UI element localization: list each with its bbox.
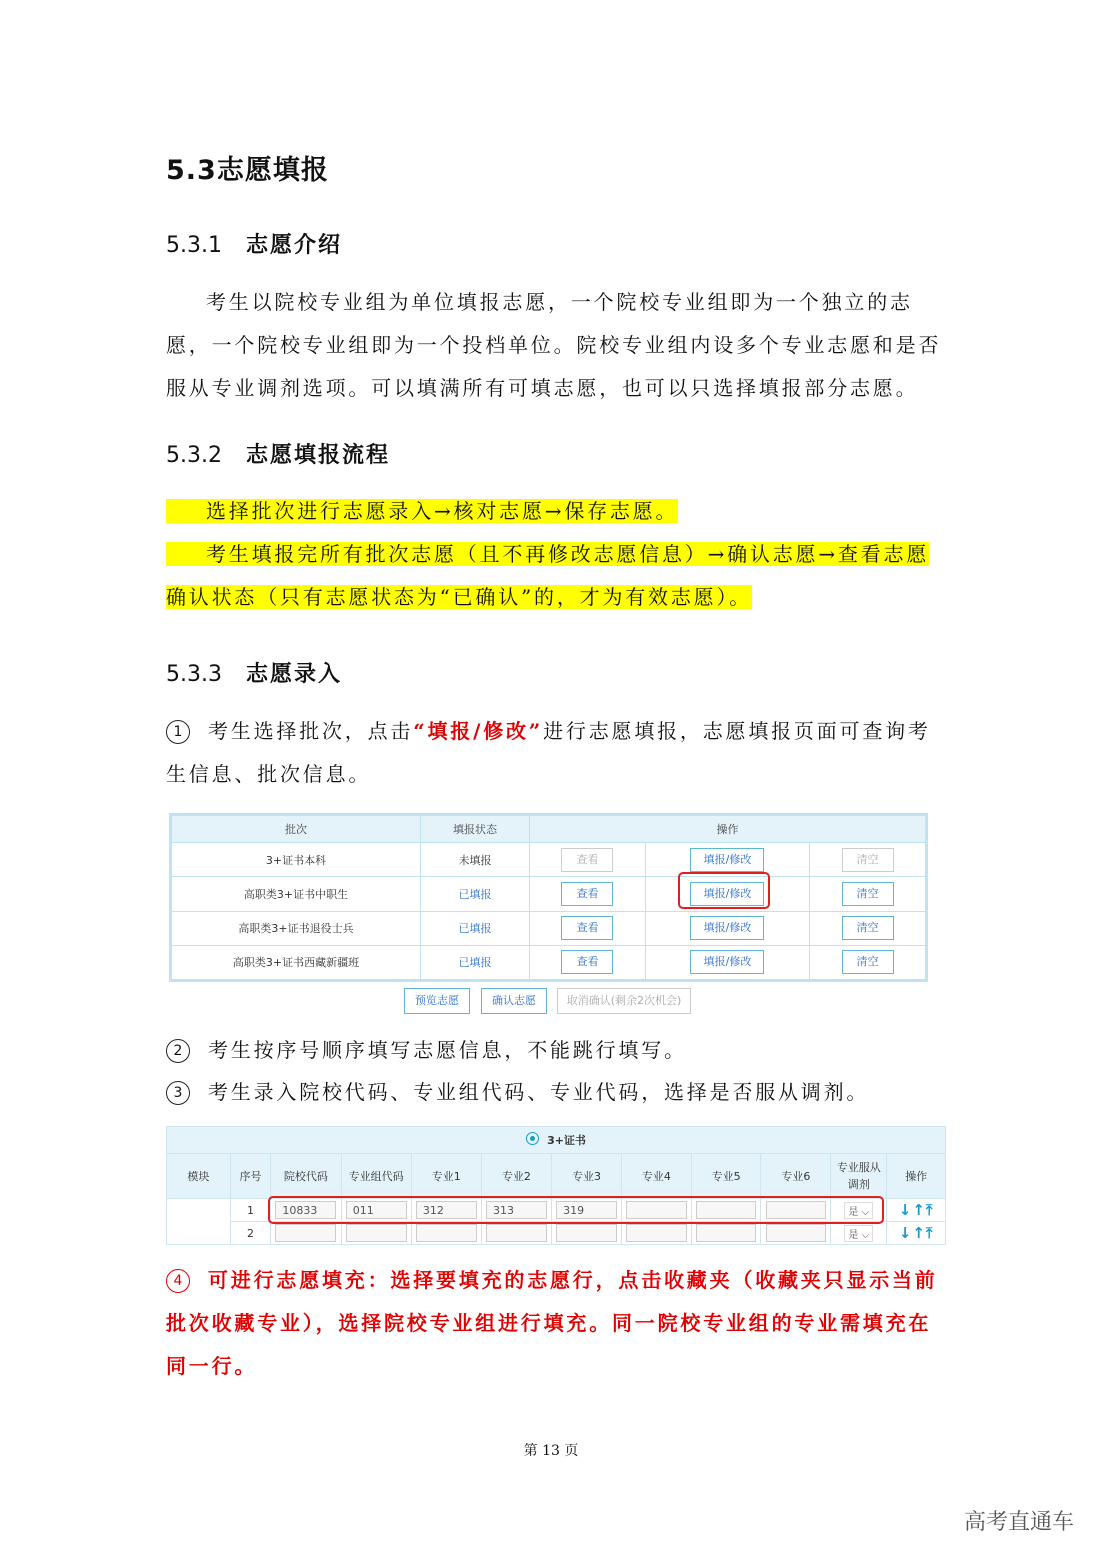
step-number-badge: 3 xyxy=(166,1081,190,1105)
batch-table-frame xyxy=(169,813,928,982)
intro-text: 考生以院校专业组为单位填报志愿，一个院校专业组即为一个独立的志愿，一个院校专业组即为一个投档单位。院校专业组内设多个专业志愿和是否服从专业调剂选项。可以填满所有可填志愿，也可以只选择填报部分志愿。 xyxy=(166,290,942,400)
step-number-badge: 2 xyxy=(166,1039,190,1063)
batch-table-screenshot xyxy=(166,803,928,1018)
flow-paragraph-2 xyxy=(166,533,946,619)
col-header-status: 填报状态 xyxy=(421,816,530,843)
table-row xyxy=(172,911,926,945)
section-5-3-2-heading xyxy=(166,438,390,469)
flow-line-1: 选择批次进行志愿录入→核对志愿→保存志愿。 xyxy=(206,499,679,523)
major1-input[interactable]: 312 xyxy=(416,1201,477,1219)
section-number: 5.3.2 xyxy=(166,443,222,468)
major6-input[interactable] xyxy=(766,1224,826,1242)
col-header: 专业1 xyxy=(411,1154,481,1199)
entry-table-screenshot xyxy=(166,1126,946,1246)
school-code-input[interactable] xyxy=(275,1224,336,1242)
cancel-confirm-button[interactable]: 取消确认(剩余2次机会) xyxy=(557,988,691,1014)
highlight-box-row xyxy=(268,1196,884,1224)
batch-name: 高职类3+证书中职生 xyxy=(172,877,421,911)
col-header: 专业6 xyxy=(761,1154,831,1199)
major1-input[interactable] xyxy=(416,1224,477,1242)
col-header: 序号 xyxy=(230,1154,270,1199)
col-header-ops: 操作 xyxy=(530,816,926,843)
step-2-text: 考生按序号顺序填写志愿信息，不能跳行填写。 xyxy=(208,1038,687,1062)
step-1-text: 考生选择批次，点击 xyxy=(208,719,414,743)
step-number-badge: 4 xyxy=(166,1269,190,1293)
major2-input[interactable]: 313 xyxy=(486,1201,547,1219)
edit-button[interactable]: 填报/修改 xyxy=(690,882,764,906)
major3-input[interactable]: 319 xyxy=(556,1201,617,1219)
section-5-3-3-heading xyxy=(166,657,342,688)
confirm-button[interactable]: 确认志愿 xyxy=(481,988,547,1014)
adjust-value: 是 xyxy=(848,1206,859,1218)
col-header: 专业4 xyxy=(622,1154,692,1199)
section-title: 志愿录入 xyxy=(246,662,343,687)
section-number: 5.3.1 xyxy=(166,233,222,258)
col-header-batch: 批次 xyxy=(172,816,421,843)
col-header: 专业3 xyxy=(551,1154,621,1199)
view-button[interactable]: 查看 xyxy=(561,848,613,872)
col-header: 专业5 xyxy=(691,1154,761,1199)
col-header: 模块 xyxy=(167,1154,231,1199)
table-row xyxy=(172,843,926,877)
step-1-text-post: 进行志愿填报，志愿填报页面可查询考生信息、批次信息。 xyxy=(166,719,931,786)
batch-status: 已填报 xyxy=(421,877,530,911)
step-4 xyxy=(166,1259,946,1388)
radio-selected-icon[interactable] xyxy=(526,1132,539,1145)
edit-button[interactable]: 填报/修改 xyxy=(690,848,764,872)
batch-table xyxy=(171,815,926,980)
view-button[interactable]: 查看 xyxy=(561,916,613,940)
col-header: 专业服从调剂 xyxy=(831,1154,887,1199)
batch-status: 已填报 xyxy=(421,945,530,979)
clear-button[interactable]: 清空 xyxy=(842,916,894,940)
section-5-3-1-heading xyxy=(166,228,342,259)
section-title: 志愿填报流程 xyxy=(246,443,391,468)
flow-paragraph-1 xyxy=(166,490,946,533)
preview-button[interactable]: 预览志愿 xyxy=(404,988,470,1014)
chevron-down-icon: ⌵ xyxy=(858,1229,870,1241)
clear-button[interactable]: 清空 xyxy=(842,848,894,872)
edit-button[interactable]: 填报/修改 xyxy=(690,950,764,974)
module-title-cell xyxy=(167,1127,946,1154)
step-3-text: 考生录入院校代码、专业组代码、专业代码，选择是否服从调剂。 xyxy=(208,1080,870,1104)
step-4-text: 可进行志愿填充：选择要填充的志愿行，点击收藏夹（收藏夹只显示当前批次收藏专业），选择院校专业组进行填充。同一院校专业组的专业需填充在同一行。 xyxy=(166,1268,938,1378)
step-1-highlight: “填报/修改” xyxy=(413,719,544,743)
highlight-box-edit xyxy=(678,872,770,909)
table-row xyxy=(167,1222,946,1245)
page-footer: 第 13 页 xyxy=(523,1443,579,1459)
module-cell xyxy=(167,1199,231,1245)
step-3 xyxy=(166,1071,946,1114)
major4-input[interactable] xyxy=(626,1224,686,1242)
step-number-badge: 1 xyxy=(166,720,190,744)
table-row xyxy=(172,877,926,911)
major3-input[interactable] xyxy=(556,1224,617,1242)
view-button[interactable]: 查看 xyxy=(561,882,613,906)
major5-input[interactable] xyxy=(696,1224,756,1242)
section-number: 5.3.3 xyxy=(166,662,222,687)
col-header: 专业2 xyxy=(481,1154,551,1199)
batch-status: 已填报 xyxy=(421,911,530,945)
clear-button[interactable]: 清空 xyxy=(842,950,894,974)
view-button[interactable]: 查看 xyxy=(561,950,613,974)
move-ops-icons[interactable]: ↓↑⤒ xyxy=(898,1224,934,1242)
step-1 xyxy=(166,710,946,796)
group-code-input[interactable] xyxy=(346,1224,407,1242)
col-header: 院校代码 xyxy=(271,1154,341,1199)
row-seq: 2 xyxy=(230,1222,270,1245)
adjust-select[interactable] xyxy=(844,1225,873,1242)
main-heading: 5.3志愿填报 xyxy=(166,155,329,186)
col-header: 专业组代码 xyxy=(341,1154,411,1199)
batch-name: 3+证书本科 xyxy=(172,843,421,877)
group-code-input[interactable]: 011 xyxy=(346,1201,407,1219)
row-seq: 1 xyxy=(230,1199,270,1222)
table-row xyxy=(172,945,926,979)
batch-name: 高职类3+证书退役士兵 xyxy=(172,911,421,945)
step-2 xyxy=(166,1029,946,1072)
module-title: 3+证书 xyxy=(547,1134,586,1147)
move-ops-icons[interactable]: ↓↑⤒ xyxy=(898,1201,934,1219)
edit-button[interactable]: 填报/修改 xyxy=(690,916,764,940)
major2-input[interactable] xyxy=(486,1224,547,1242)
flow-line-2: 考生填报完所有批次志愿（且不再修改志愿信息）→确认志愿→查看志愿确认状态（只有志愿状态为“已确认”的，才为有效志愿）。 xyxy=(166,542,930,609)
batch-status: 未填报 xyxy=(421,843,530,877)
chevron-down-icon: ⌵ xyxy=(858,1206,870,1218)
section-title: 志愿介绍 xyxy=(246,233,343,258)
entry-table xyxy=(166,1126,946,1245)
clear-button[interactable]: 清空 xyxy=(842,882,894,906)
batch-name: 高职类3+证书西藏新疆班 xyxy=(172,945,421,979)
adjust-value: 是 xyxy=(848,1229,859,1241)
school-code-input[interactable]: 10833 xyxy=(275,1201,336,1219)
watermark: 高考直通车 xyxy=(963,1510,1074,1535)
intro-paragraph xyxy=(166,281,946,410)
col-header: 操作 xyxy=(887,1154,946,1199)
